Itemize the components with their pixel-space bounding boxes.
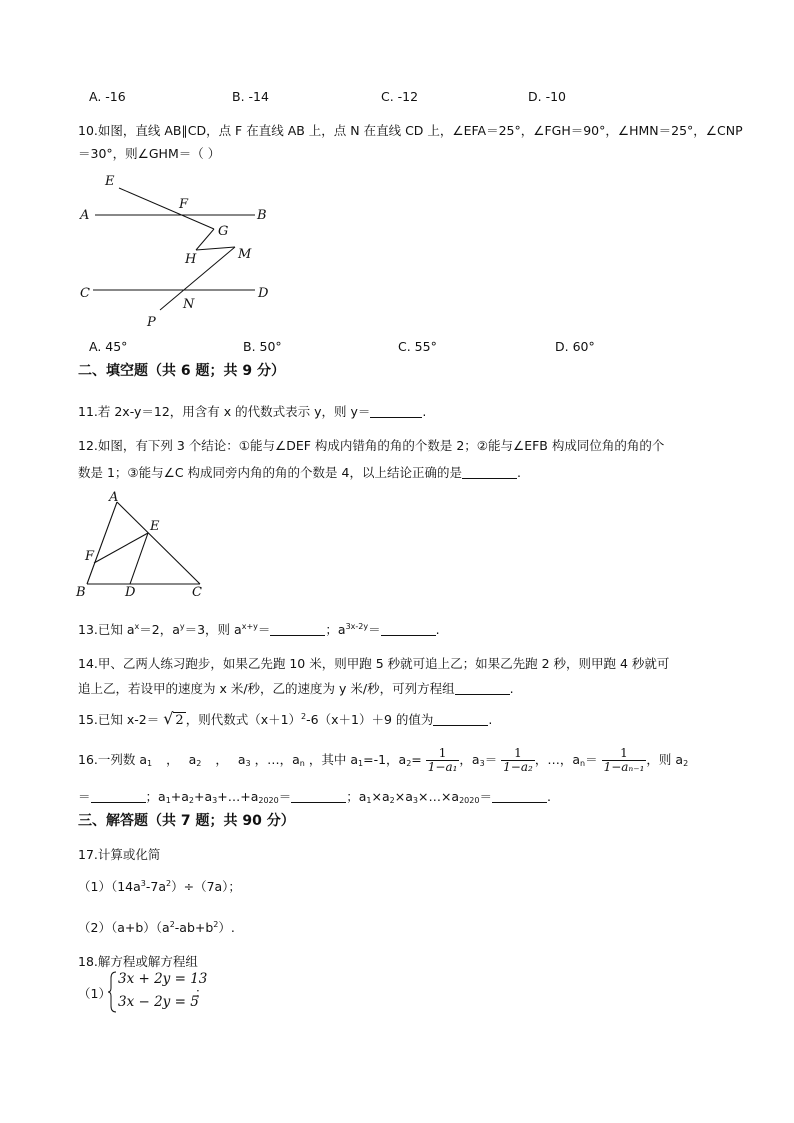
q16-eq: ＝	[278, 789, 292, 804]
q15-text-3: -6（x＋1）＋9 的值为	[306, 712, 434, 727]
q16-sub-2020: 2020	[258, 796, 279, 805]
q14-text-line1: 14.甲、乙两人练习跑步，如果乙先跑 10 米，则甲跑 5 秒就可追上乙；如果乙先跑 2 秒，则甲跑 4 秒就可	[78, 656, 670, 671]
q16-text-1: 16.一列数 a	[78, 752, 148, 767]
q17-part2-text-b: -ab+b	[174, 920, 214, 935]
q18-end: ；	[195, 985, 208, 1000]
q12-line2	[78, 465, 521, 481]
q13-text-3: ＝3，则 a	[184, 622, 242, 637]
q10-option-d: D. 60°	[555, 339, 595, 354]
q16-times: ×a	[371, 789, 390, 804]
q16-plus-dots: +…+a	[217, 789, 259, 804]
q18-equation-1: 3x + 2y = 13	[118, 971, 208, 987]
q12-blank	[462, 466, 517, 479]
q13-blank-1	[270, 623, 325, 636]
q16-text-6: ；a	[145, 789, 166, 804]
label-a: A	[109, 490, 119, 505]
q13-blank-2	[381, 623, 436, 636]
q16-text-3: =-1，a	[363, 752, 407, 767]
q16-line1: 16.一列数 $a_1$ ， $a_2$ ， $a_3$ ，…，$a_n$ ，其中 $a_1=-1$，$a_2=$ $\frac{1}{\text{1−a₁}}$ ，$a_3=$ $\frac{1}{\text{1−a₂}}$ ，…，$a_n=$ $\frac{1}{\text{1−aₙ₋₁}}$ ，则 $a_2$	[78, 746, 689, 774]
q16-blank-2	[291, 790, 346, 803]
label-d: D	[125, 585, 136, 600]
q16-sub-1: 1	[147, 759, 153, 768]
q16-sub-2: 2	[196, 759, 202, 768]
q13-sup-y: y	[179, 622, 185, 631]
label-c: C	[192, 585, 202, 600]
fraction-num: 1	[514, 746, 522, 760]
q17-part2-text-a: （2）（a+b）（a	[78, 920, 170, 935]
segment-gh	[196, 229, 214, 250]
fraction-den: 1−a₁	[427, 760, 458, 774]
q14-end: .	[509, 681, 514, 696]
label-e: E	[105, 174, 115, 189]
fraction-a2	[426, 747, 460, 774]
q15-sup: 2	[301, 712, 307, 721]
segment-ef-g	[119, 188, 214, 229]
q10-text-line2: ＝30°，则∠GHM＝（ ）	[78, 146, 221, 161]
q18-title: 18.解方程或解方程组	[78, 954, 198, 969]
q15-end: .	[488, 712, 493, 727]
q13-text-6: ＝	[368, 622, 381, 637]
q17-part2-sup-b: 2	[213, 920, 219, 929]
q16-eq-1: =	[411, 752, 422, 767]
label-f: F	[179, 197, 189, 212]
q13-sup-xy: x+y	[241, 622, 258, 631]
q14-line2	[78, 681, 514, 697]
q13-sup-x: x	[134, 622, 140, 631]
q17-part1	[78, 879, 241, 895]
side-ab	[87, 502, 117, 584]
segment-hm	[196, 247, 235, 250]
label-b: B	[76, 585, 86, 600]
q13-text-1: 13.已知 a	[78, 622, 135, 637]
q16-blank-1	[91, 790, 146, 803]
system-brace	[108, 970, 118, 1014]
q16-plus: +a	[170, 789, 189, 804]
q16-sub-n: n	[299, 759, 305, 768]
q10-option-c: C. 55°	[398, 339, 437, 354]
q16-text-4: ，则 a	[646, 752, 684, 767]
q16-plus: +a	[194, 789, 213, 804]
q14-blank	[455, 682, 510, 695]
fraction-num: 1	[620, 746, 628, 760]
q13-text-4: ＝	[257, 622, 271, 637]
q15-text-2: ，则代数式（x＋1）	[185, 712, 302, 727]
segment-mnp	[160, 247, 235, 310]
fraction-an	[602, 747, 647, 774]
q16-times-dots: ×…×a	[417, 789, 460, 804]
fraction-num: 1	[438, 746, 447, 760]
q16-sub-3: 3	[245, 759, 251, 768]
q17-part2-sup-a: 2	[169, 920, 175, 929]
q16-end: .	[546, 789, 551, 804]
fraction-den: 1−aₙ₋₁	[603, 760, 645, 774]
q17-title: 17.计算或化简	[78, 847, 161, 862]
q17-part1-text-b: -7a	[145, 879, 166, 894]
q9-option-b: B. -14	[232, 89, 269, 104]
q12-end: .	[516, 465, 521, 480]
q11-blank	[370, 405, 422, 418]
q17-part2-text-c: ）.	[218, 920, 235, 935]
label-c: C	[80, 286, 90, 301]
q9-option-c: C. -12	[381, 89, 419, 104]
q17-part1-sup-3: 3	[140, 879, 146, 888]
q12-figure	[72, 488, 212, 603]
segment-ed	[130, 533, 148, 584]
q13-end: .	[435, 622, 440, 637]
section2-heading: 二、填空题（共 6 题；共 9 分）	[78, 363, 285, 379]
q16-text-5: ＝	[78, 789, 91, 804]
q16-times: ×a	[394, 789, 413, 804]
q13	[78, 622, 440, 638]
label-g: G	[218, 224, 229, 239]
label-b: B	[257, 208, 267, 223]
label-d: D	[258, 286, 269, 301]
q13-text-2: ＝2，a	[139, 622, 180, 637]
q17-part1-text-a: （1）（14a	[78, 879, 141, 894]
q15	[78, 711, 492, 729]
q14-text-line2: 追上乙，若设甲的速度为 x 米/秒，乙的速度为 y 米/秒，可列方程组	[78, 681, 455, 696]
q10-option-b: B. 50°	[243, 339, 282, 354]
label-p: P	[147, 315, 156, 330]
q9-option-a: A. -16	[89, 89, 126, 104]
fraction-a3	[501, 747, 535, 774]
q16-sub-2020: 2020	[459, 796, 480, 805]
q16-text-7: ；a	[346, 789, 367, 804]
q15-text-1: 15.已知 x-2＝	[78, 712, 160, 727]
q11	[78, 404, 426, 420]
label-n: N	[183, 297, 195, 312]
label-e: E	[150, 519, 160, 534]
segment-fe	[94, 533, 148, 563]
q10-figure	[75, 168, 285, 333]
q16-line2: ＝ ；$a_1+a_2+a_3+\dots+a_{2020}=$ ；$a_1\times a_2\times a_3\times\dots\times a_{2020}=$ .	[78, 789, 551, 805]
section3-heading: 三、解答题（共 7 题；共 90 分）	[78, 813, 295, 829]
label-m: M	[238, 247, 252, 262]
q16-blank-3	[492, 790, 547, 803]
q10-option-a: A. 45°	[89, 339, 128, 354]
label-h: H	[185, 252, 197, 267]
q17-part2	[78, 920, 235, 936]
q9-option-d: D. -10	[528, 89, 566, 104]
q13-sup-3x2y: 3x-2y	[345, 622, 369, 631]
label-a: A	[80, 208, 90, 223]
q18-equation-2: 3x − 2y = 5	[118, 994, 199, 1010]
q11-text: 11.若 2x-y＝12，用含有 x 的代数式表示 y，则 y＝	[78, 404, 371, 419]
q16-text-2: ，其中 a	[308, 752, 358, 767]
sqrt-radicand: 2	[175, 713, 184, 728]
q16-eq: ＝	[479, 789, 492, 804]
q11-end: .	[422, 404, 427, 419]
q18-part1-label: （1）	[78, 986, 111, 1001]
q12-text-line1: 12.如图，有下列 3 个结论：①能与∠DEF 构成内错角的角的个数是 2；②能与∠EFB 构成同位角的角的个	[78, 438, 665, 453]
q12-text-line2: 数是 1；③能与∠C 构成同旁内角的角的个数是 4，以上结论正确的是	[78, 465, 462, 480]
q17-part1-sup-2: 2	[166, 879, 172, 888]
sqrt-2: √ 2	[163, 709, 184, 728]
q16-dots: ，…，a	[254, 752, 300, 767]
label-f: F	[85, 549, 95, 564]
q17-part1-text-c: ）÷（7a）；	[171, 879, 241, 894]
q10-text-line1: 10.如图，直线 AB∥CD，点 F 在直线 AB 上，点 N 在直线 CD 上，∠EFA＝25°，∠FGH＝90°，∠HMN＝25°，∠CNP	[78, 123, 743, 138]
q15-blank	[433, 713, 488, 726]
q13-text-5: ；a	[325, 622, 346, 637]
fraction-den: 1−a₂	[503, 760, 533, 774]
